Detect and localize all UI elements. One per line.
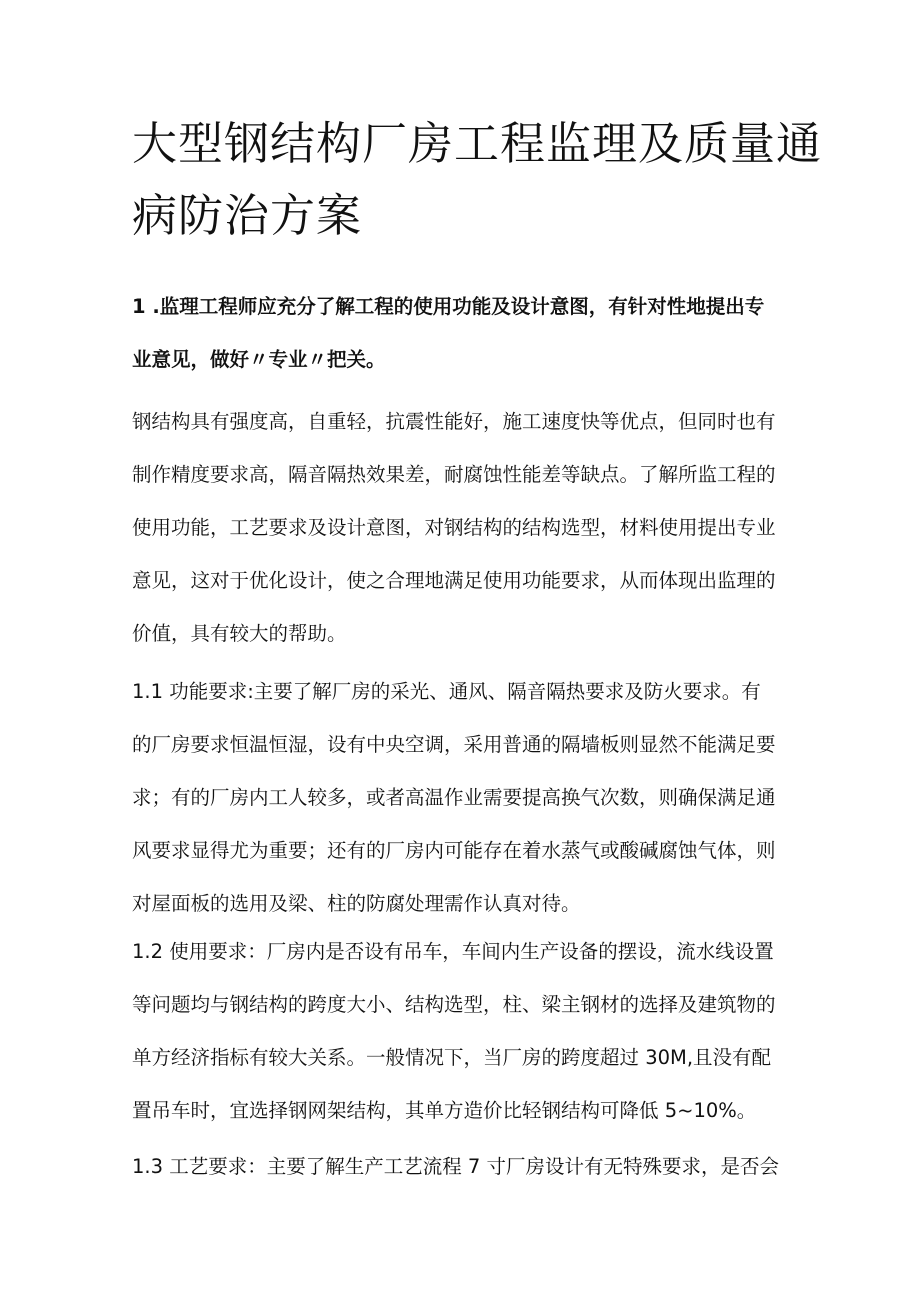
item-1-3-paragraph [132, 1140, 812, 1193]
paragraph-line: 1.1 功能要求:主要了解厂房的采光、通风、隔音隔热要求及防火要求。有 [132, 680, 761, 703]
heading-line: 业意见，做好〃专业〃把关。 [132, 348, 386, 371]
heading-line: 1 .监理工程师应充分了解工程的使用功能及设计意图，有针对性地提出专 [132, 295, 765, 318]
paragraph-line: 意见，这对于优化设计，使之合理地满足使用功能要求，从而体现出监理的 [132, 569, 776, 592]
paragraph-line: 等问题均与钢结构的跨度大小、结构选型，柱、梁主钢材的选择及建筑物的 [132, 993, 776, 1016]
intro-paragraph [132, 395, 812, 660]
paragraph-line: 价值，具有较大的帮助。 [132, 622, 347, 645]
paragraph-line: 使用功能，工艺要求及设计意图，对钢结构的结构选型，材料使用提出专业 [132, 516, 776, 539]
paragraph-line: 置吊车时，宜选择钢网架结构，其单方造价比轻钢结构可降低 5~10%。 [132, 1099, 757, 1122]
paragraph-line: 1.2 使用要求：厂房内是否设有吊车，车间内生产设备的摆设，流水线设置 [132, 940, 774, 963]
section-heading-1 [132, 280, 812, 386]
title-line: 病防治方案 [132, 189, 363, 242]
document-title [132, 108, 823, 252]
paragraph-line: 1.3 工艺要求：主要了解生产工艺流程 7 寸厂房设计有无特殊要求，是否会 [132, 1155, 780, 1178]
item-1-2-paragraph [132, 925, 812, 1137]
paragraph-line: 求；有的厂房内工人较多，或者高温作业需要提高换气次数，则确保满足通 [132, 786, 776, 809]
title-line: 大型钢结构厂房工程监理及质量通 [132, 117, 823, 170]
paragraph-line: 制作精度要求高，隔音隔热效果差，耐腐蚀性能差等缺点。了解所监工程的 [132, 463, 776, 486]
item-1-1-paragraph [132, 665, 812, 930]
paragraph-line: 对屋面板的选用及梁、柱的防腐处理需作认真对待。 [132, 892, 581, 915]
paragraph-line: 钢结构具有强度高，自重轻，抗震性能好，施工速度快等优点，但同时也有 [132, 410, 776, 433]
paragraph-line: 单方经济指标有较大关系。一般情况下，当厂房的跨度超过 30M,且没有配 [132, 1046, 772, 1069]
paragraph-line: 的厂房要求恒温恒湿，设有中央空调，采用普通的隔墙板则显然不能满足要 [132, 733, 776, 756]
paragraph-line: 风要求显得尤为重要；还有的厂房内可能存在着水蒸气或酸碱腐蚀气体，则 [132, 839, 776, 862]
